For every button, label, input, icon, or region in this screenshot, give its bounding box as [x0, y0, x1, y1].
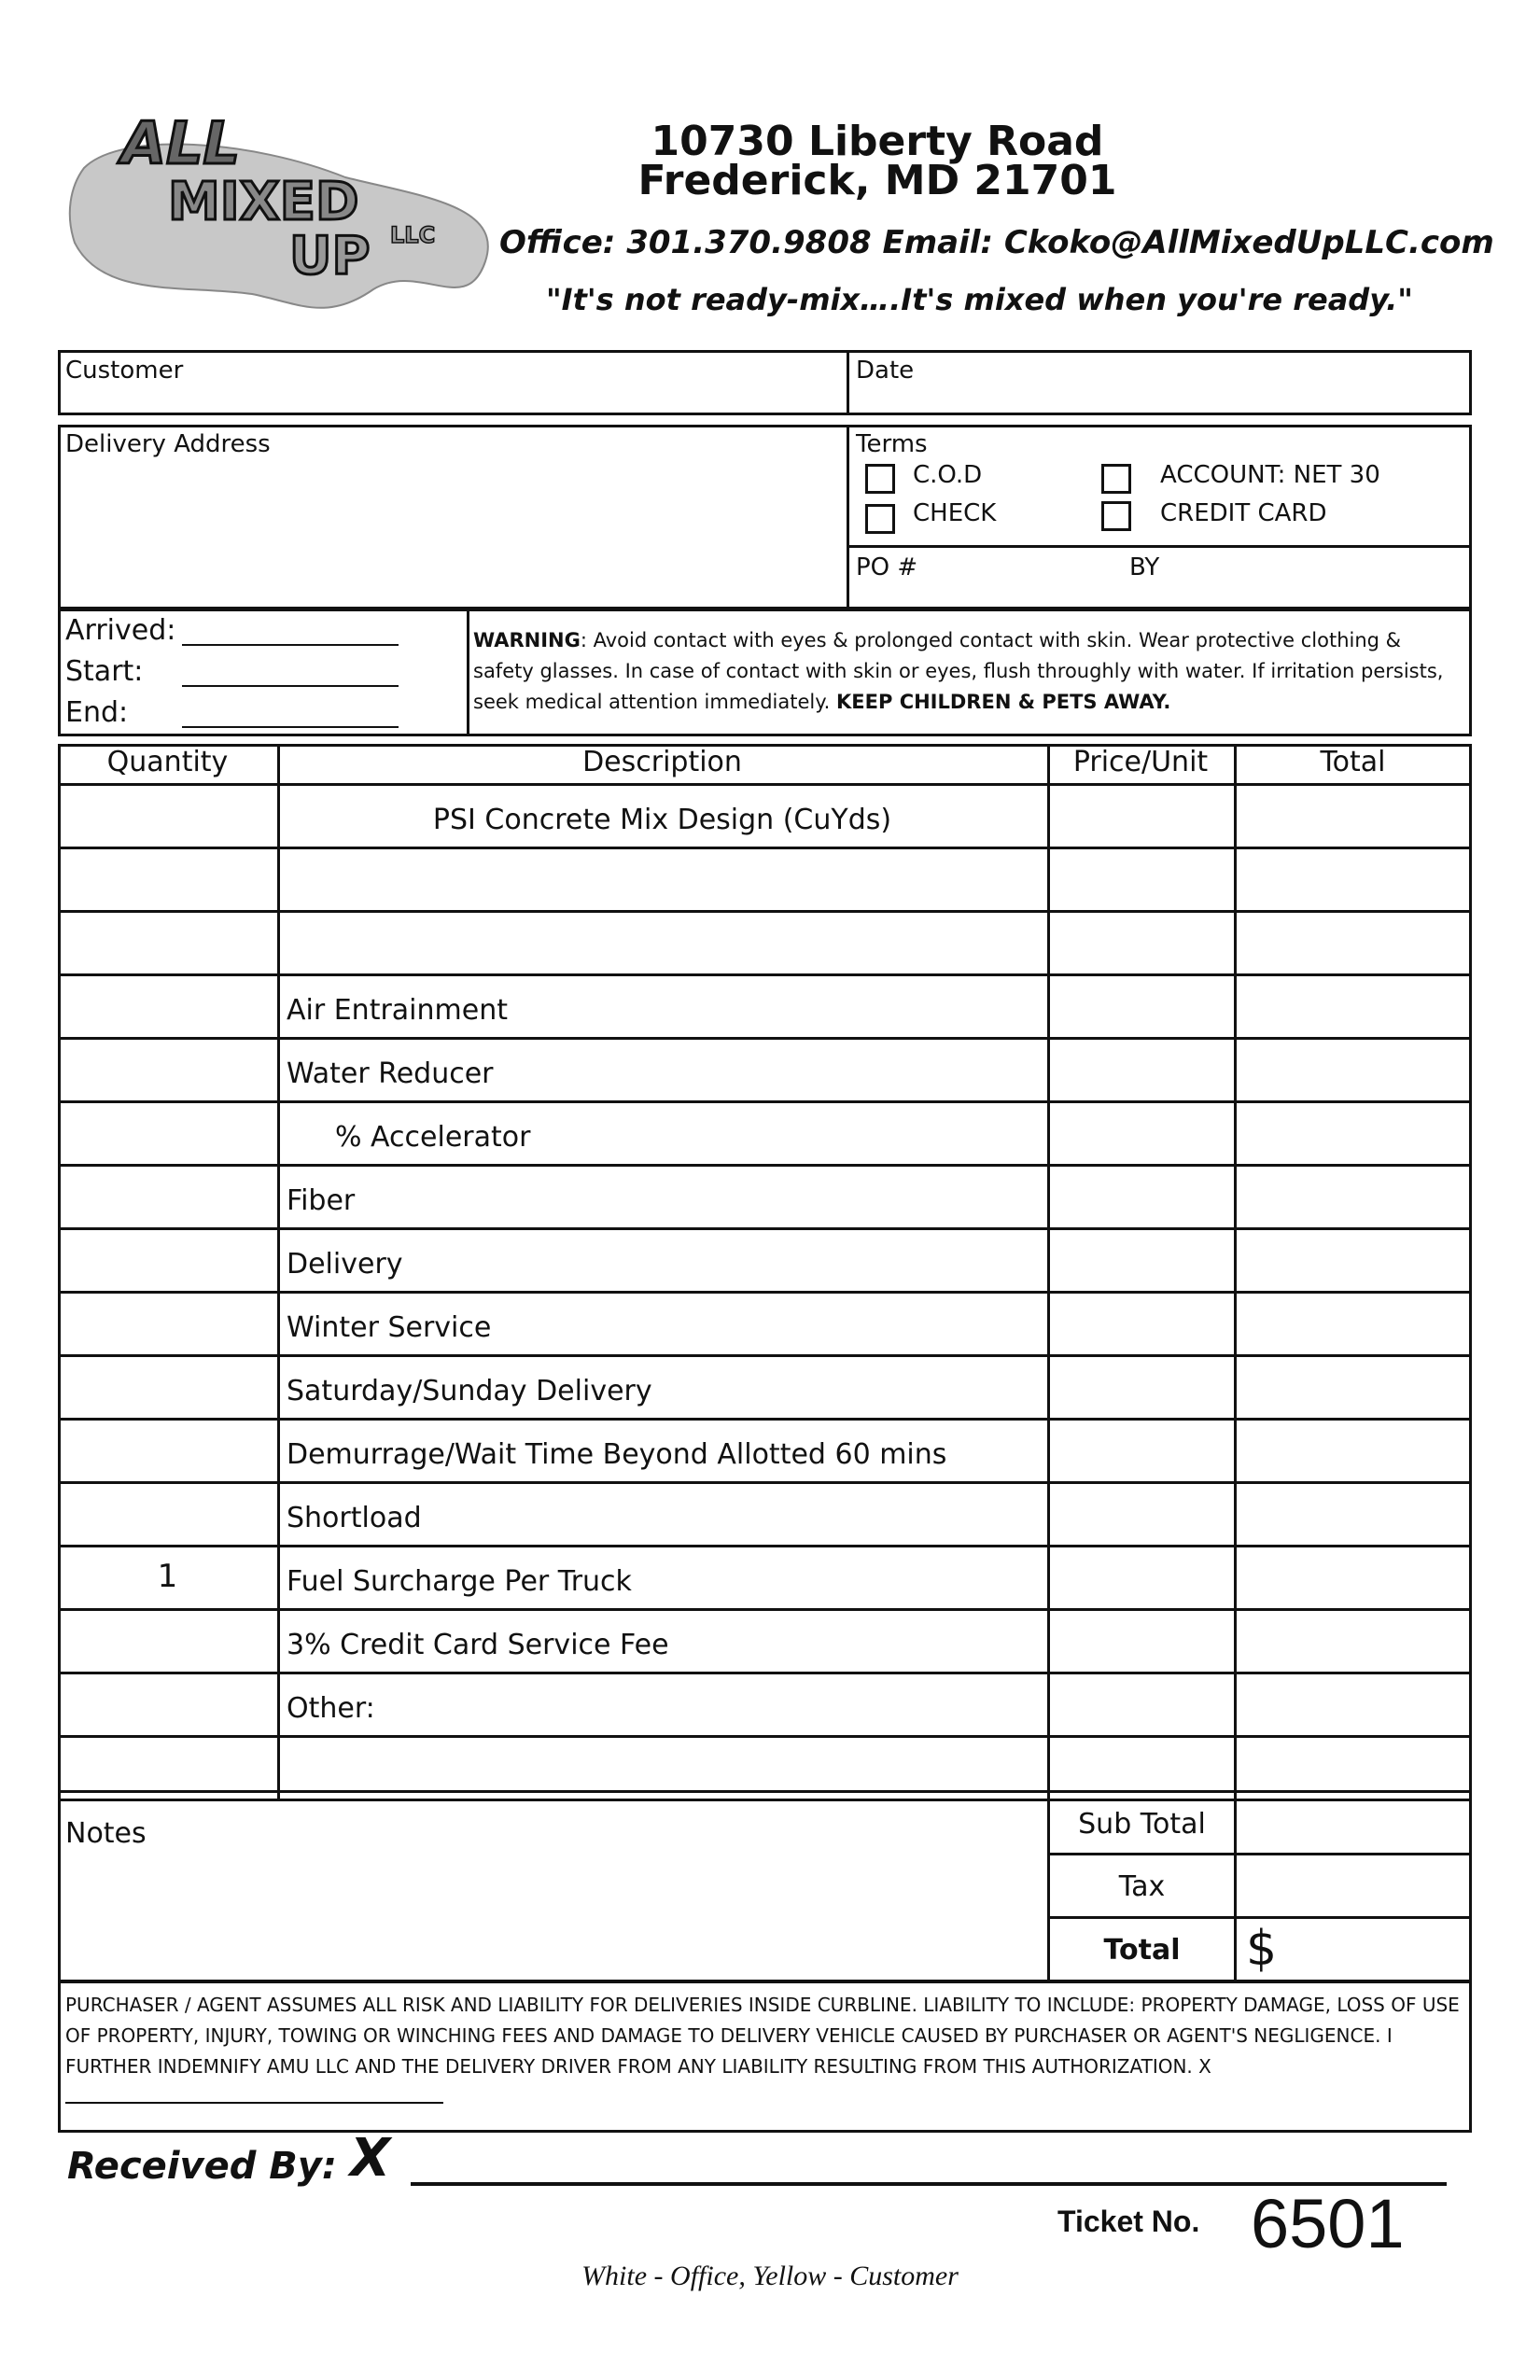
table-row: [58, 1100, 1472, 1164]
table-row: [58, 1481, 1472, 1545]
signature-x-mark: X: [350, 2128, 391, 2189]
cod-label: C.O.D: [913, 461, 983, 489]
by-label: BY: [1129, 553, 1160, 581]
header-total: Total: [1320, 746, 1386, 778]
notes-label: Notes: [65, 1817, 147, 1850]
table-row: [58, 973, 1472, 1037]
liability-text: PURCHASER / AGENT ASSUMES ALL RISK AND LIABILITY FOR DELIVERIES INSIDE CURBLINE. LIABILITY TO INCLUDE: PROPERTY DAMAGE, LOSS OF USE OF PROPERTY, INJURY, TOWING OR WINCHING FEES AND DAMAGE TO DELIVERY VEHICLE CAUSED BY PURCHASER OR AGENT'S NEGLIGENCE. I FURTHER INDEMNIFY AMU LLC AND THE DELIVERY DRIVER FROM ANY LIABILITY RESULTING FROM THIS AUTHORIZATION. X: [65, 1990, 1465, 2113]
customer-label: Customer: [65, 357, 184, 385]
tax-label: Tax: [1118, 1870, 1166, 1903]
start-label: Start:: [65, 655, 144, 688]
warning-body: : Avoid contact with eyes & prolonged contact with skin. Wear protective clothing & safety glasses. In case of contact with skin or eyes, flush throughly with water. If irritation persists, seek medical attention immediately.: [473, 629, 1444, 713]
table-row: [58, 1354, 1472, 1418]
credit-card-checkbox[interactable]: [1101, 501, 1131, 531]
table-row: [58, 1291, 1472, 1354]
ticket-number: 6501: [1251, 2185, 1405, 2262]
row-description: Air Entrainment: [287, 994, 508, 1027]
row-description: Saturday/Sunday Delivery: [287, 1375, 652, 1407]
address-line1: 10730 Liberty Road: [651, 118, 1104, 165]
ticket-label: Ticket No.: [1057, 2205, 1200, 2238]
address-line2: Frederick, MD 21701: [637, 157, 1117, 204]
row-description: 3% Credit Card Service Fee: [287, 1629, 669, 1661]
credit-card-label: CREDIT CARD: [1160, 499, 1327, 527]
delivery-address-label: Delivery Address: [65, 430, 271, 458]
table-row: [58, 1037, 1472, 1100]
row-quantity[interactable]: 1: [157, 1558, 178, 1595]
received-by-label: Received By:: [67, 2145, 337, 2188]
cod-checkbox[interactable]: [865, 464, 895, 494]
logo-line2: MIXED: [168, 172, 359, 232]
row-description: Water Reducer: [287, 1057, 494, 1090]
total-label: Total: [1103, 1934, 1181, 1967]
table-row: [58, 1735, 1472, 1799]
header-price-unit: Price/Unit: [1072, 746, 1209, 778]
table-row: [58, 847, 1472, 910]
row-description: % Accelerator: [335, 1121, 531, 1154]
date-label: Date: [856, 357, 915, 385]
warning-text: [473, 625, 1463, 718]
warning-emphasis: KEEP CHILDREN & PETS AWAY.: [836, 691, 1171, 713]
logo-line3: UP: [289, 226, 371, 287]
row-description: Fuel Surcharge Per Truck: [287, 1565, 632, 1598]
po-label: PO #: [856, 553, 918, 581]
contact-info: Office: 301.370.9808 Email: Ckoko@AllMixedUpLLC.com: [499, 224, 1494, 261]
account-label: ACCOUNT: NET 30: [1160, 461, 1380, 489]
slogan: "It's not ready-mix….It's mixed when you're ready.": [546, 282, 1413, 317]
copy-distribution: White - Office, Yellow - Customer: [581, 2261, 959, 2291]
logo-line1: ALL: [121, 109, 240, 177]
table-row: [58, 1227, 1472, 1291]
row-description: Shortload: [287, 1502, 422, 1534]
row-description: Fiber: [287, 1184, 356, 1217]
row-description: Winter Service: [287, 1311, 492, 1344]
company-logo: [65, 103, 495, 327]
arrived-label: Arrived:: [65, 614, 176, 647]
row-description: Delivery: [287, 1248, 403, 1281]
check-checkbox[interactable]: [865, 504, 895, 534]
subtotal-label: Sub Total: [1078, 1808, 1206, 1841]
end-label: End:: [65, 696, 129, 729]
header-description: Description: [582, 746, 742, 778]
header-quantity: Quantity: [106, 746, 229, 778]
customer-date-box: [58, 350, 1472, 415]
row-description: Demurrage/Wait Time Beyond Allotted 60 mins: [287, 1438, 947, 1471]
terms-label: Terms: [856, 430, 928, 458]
check-label: CHECK: [913, 499, 997, 527]
table-row: [58, 910, 1472, 973]
account-checkbox[interactable]: [1101, 464, 1131, 494]
row-description: Other:: [287, 1692, 375, 1725]
warning-label: WARNING: [473, 629, 581, 651]
currency-symbol: $: [1246, 1921, 1278, 1977]
table-row: [58, 1608, 1472, 1672]
logo-suffix: LLC: [390, 222, 436, 248]
row-description: PSI Concrete Mix Design (CuYds): [432, 804, 892, 836]
table-row: [58, 1672, 1472, 1735]
table-row: [58, 1164, 1472, 1227]
